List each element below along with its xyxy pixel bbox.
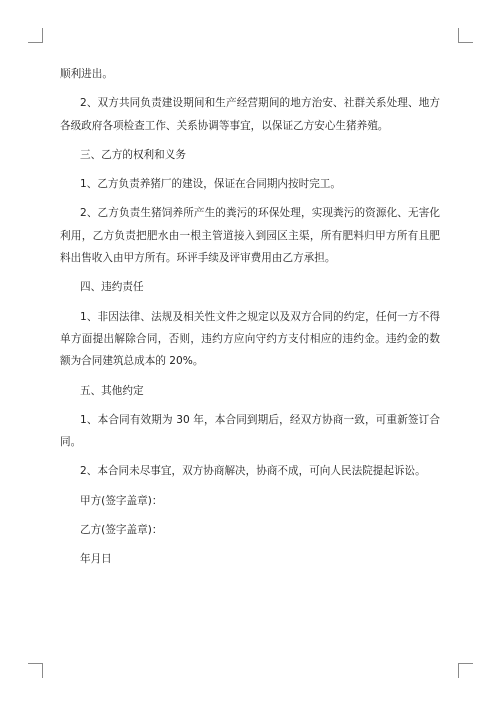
clause-2-local-affairs: 2、双方共同负责建设期间和生产经营期间的地方治安、社群关系处理、地方各级政府各项检查工作、关系协调等事宜，以保证乙方安心生猪养殖。 [60, 97, 440, 132]
date-line: 年月日 [80, 553, 112, 566]
crop-mark-top-left [28, 28, 43, 43]
clause-1-validity-period: 1、本合同有效期为 30 年，本合同到期后，经双方协商一致，可重新签订合同。 [60, 413, 440, 449]
clause-1-termination-penalty: 1、非因法律、法规及相关性文件之规定以及双方合同的约定，任何一方不得单方面提出解除合同，否则，违约方应向守约方支付相应的违约金。违约金的数额为合同建筑总成本的 20%。 [60, 310, 440, 368]
party-a-signature-line: 甲方(签字盖章)： [80, 494, 163, 507]
crop-mark-top-right [458, 28, 473, 43]
clause-1-farm-construction: 1、乙方负责养猪厂的建设，保证在合同期内按时完工。 [80, 178, 341, 191]
clause-2-waste-treatment: 2、乙方负责生猪饲养所产生的粪污的环保处理，实现粪污的资源化、无害化利用，乙方负责把肥水由一根主管道接入到园区主渠，所有肥料归甲方所有且肥料出售收入由甲方所有。环评手续及评审费用由乙方承担。 [60, 207, 440, 265]
crop-mark-bottom-right [458, 663, 473, 678]
section-heading-other-terms: 五、其他约定 [80, 384, 144, 397]
document-body [60, 63, 440, 578]
crop-mark-bottom-left [28, 663, 43, 678]
section-heading-party-b-rights: 三、乙方的权利和义务 [80, 148, 186, 161]
continuation-text: 顺利进出。 [60, 68, 113, 80]
clause-2-dispute-resolution: 2、本合同未尽事宜，双方协商解决，协商不成，可向人民法院提起诉讼。 [80, 465, 426, 478]
section-heading-breach-liability: 四、违约责任 [80, 281, 144, 294]
party-b-signature-line: 乙方(签字盖章)： [80, 524, 163, 537]
